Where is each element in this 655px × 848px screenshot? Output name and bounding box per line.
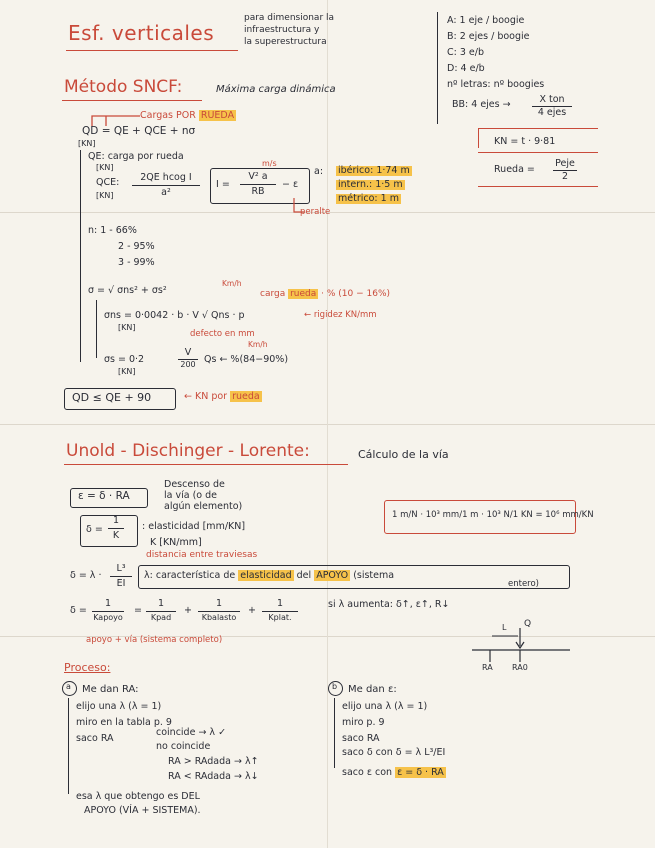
tree-line: [96, 300, 97, 358]
qd-final: QD ≤ QE + 90: [72, 391, 152, 404]
rueda-label: Rueda =: [494, 164, 535, 175]
carga-highlight: rueda: [290, 289, 317, 299]
k-unit-note: K [KN/mm]: [150, 537, 202, 548]
subbranch-a: RA > RAdada → λ↑: [168, 756, 259, 767]
fraction-bar: [262, 611, 298, 612]
unit-note: Km/h: [248, 340, 268, 349]
purpose-line: infraestructura y: [244, 25, 320, 35]
final-a: APOYO (VÍA + SISTEMA).: [84, 805, 201, 816]
inv-frac-den: Kbalasto: [201, 613, 237, 622]
title-underline: [66, 50, 238, 51]
plus-sign: +: [248, 605, 256, 616]
rigidez-note: ← rigidez KN/mm: [304, 310, 377, 320]
elasticidad-note: : elasticidad [mm/KN]: [142, 521, 246, 532]
delta-frac-num: 1: [112, 515, 120, 526]
purpose-line: para dimensionar la: [244, 13, 335, 23]
kn-conversion: KN = t · 9·81: [494, 136, 556, 147]
i-frac-num: V² a: [248, 171, 268, 182]
ss-frac-den: 200: [180, 360, 196, 369]
bogie-class: C: 3 e/b: [447, 47, 484, 58]
inv-frac-num: 1: [276, 598, 284, 609]
cargas-note: Cargas POR RUEDA: [140, 110, 235, 121]
distancia-note: distancia entre traviesas: [146, 550, 258, 560]
delta-lambda: δ = λ ·: [70, 570, 102, 581]
diagram-label: RA0: [512, 663, 528, 672]
apoyo-highlight: APOYO: [316, 570, 349, 581]
purpose-line: la superestructura: [244, 37, 327, 47]
option-a-letter: a: [66, 682, 71, 691]
option-a-header: Me dan RA:: [82, 684, 139, 695]
tree-line: [68, 698, 69, 794]
dl-frac-num: L³: [116, 563, 126, 574]
step-a: elijo una λ (λ = 1): [76, 701, 162, 712]
unit-label: [KN]: [96, 191, 114, 200]
red-rule: [478, 152, 598, 153]
sigma-ns: σns = 0·0042 · b · V √ Qns · p: [104, 310, 245, 321]
qce-frac-num: 2QE hcog I: [140, 172, 192, 183]
defecto-note: defecto en mm: [190, 329, 255, 339]
sigma-s: σs = 0·2: [104, 354, 145, 365]
inv-frac-num: 1: [157, 598, 165, 609]
delta-label: δ =: [86, 524, 103, 535]
a-value: intern.: 1·5 m: [338, 179, 403, 190]
sncf-title: Método SNCF:: [64, 77, 183, 97]
carga-note: carga rueda · % (10 − 16%): [260, 289, 391, 299]
paper-fold: [327, 0, 328, 848]
delta-frac-den: K: [112, 530, 120, 541]
header-divider: [437, 12, 438, 124]
ss-frac-num: V: [184, 347, 192, 358]
letras-note: nº letras: nº boogies: [447, 79, 545, 90]
step-a: miro en la tabla p. 9: [76, 717, 172, 728]
fraction-bar: [132, 185, 200, 186]
red-rule: [478, 186, 598, 187]
tree-line: [334, 698, 335, 768]
fraction-bar: [146, 611, 176, 612]
page-title: Esf. verticales: [68, 21, 215, 45]
e-equation: ε = δ · RA: [78, 490, 130, 502]
tree-line: [80, 150, 81, 362]
n-values: n: 1 - 66%: [88, 225, 137, 236]
fraction-bar: [108, 528, 124, 529]
final-a: esa λ que obtengo es DEL: [76, 791, 200, 802]
peralte-note: peralte: [300, 207, 331, 217]
a-value: métrico: 1 m: [338, 193, 399, 204]
step-b: saco RA: [342, 733, 380, 744]
descenso-note: la vía (o de: [164, 490, 217, 501]
fraction-bar: [92, 611, 124, 612]
lambda-definition: λ: característica de elasticidad del APOYO (sistema: [144, 570, 395, 581]
fraction-bar: [240, 184, 276, 185]
red-rule: [478, 128, 479, 148]
qce-label: QCE:: [96, 177, 120, 188]
inv-frac-num: 1: [215, 598, 223, 609]
cargas-highlight: RUEDA: [200, 110, 235, 121]
title-underline: [64, 464, 348, 465]
unold-subtitle: Cálculo de la vía: [358, 448, 449, 461]
n-values: 2 - 95%: [118, 241, 155, 252]
option-b-letter: b: [332, 682, 338, 691]
i-label: I =: [216, 179, 230, 190]
diagram-label: L: [502, 623, 507, 632]
si-aumenta-note: si λ aumenta: δ↑, ε↑, R↓: [328, 599, 450, 610]
unit-label: [KN]: [96, 163, 114, 172]
qd-note: ← KN por rueda: [184, 391, 260, 402]
diagram-label: Q: [524, 619, 532, 629]
qd-highlight: rueda: [232, 391, 260, 402]
n-values: 3 - 99%: [118, 257, 155, 268]
bb-frac-den: 4 ejes: [537, 107, 567, 118]
bogie-class: A: 1 eje / boogie: [447, 15, 525, 26]
subbranch-a: RA < RAdada → λ↓: [168, 771, 259, 782]
i-minus-e: − ε: [282, 179, 299, 190]
a-label: a:: [314, 166, 324, 177]
fraction-bar: [198, 611, 240, 612]
title-underline: [62, 100, 202, 101]
a-value: ibérico: 1·74 m: [338, 165, 410, 176]
sncf-subtitle: Máxima carga dinámica: [216, 84, 336, 95]
i-frac-den: RB: [251, 186, 265, 197]
inv-frac-num: 1: [104, 598, 112, 609]
bogie-class: B: 2 ejes / boogie: [447, 31, 530, 42]
inverse-lhs: δ =: [70, 605, 87, 616]
unold-title: Unold - Dischinger - Lorente:: [66, 441, 310, 461]
apoyo-note: apoyo + vía (sistema completo): [86, 635, 223, 645]
fraction-bar: [110, 576, 132, 577]
red-rule: [478, 128, 598, 129]
unit-label: [KN]: [118, 367, 136, 376]
unit-label: [KN]: [118, 323, 136, 332]
sigma-s-tail: Qs ← %(84−90%): [204, 354, 289, 365]
step-b-final: saco ε con ε = δ · RA: [342, 767, 444, 778]
unit-note: m/s: [262, 159, 277, 168]
dl-frac-den: EI: [116, 578, 126, 589]
step-b-delta: saco δ con δ = λ L³/EI: [342, 747, 446, 758]
diagram-label: RA: [482, 663, 493, 672]
bogie-class: D: 4 e/b: [447, 63, 485, 74]
descenso-note: algún elemento): [164, 501, 243, 512]
lambda-definition-tail: entero): [508, 579, 540, 589]
rueda-frac-num: Peje: [555, 158, 575, 169]
branch-a: no coincide: [156, 741, 211, 752]
conversion-equation: 1 m/N · 10³ mm/1 m · 10³ N/1 KN = 10⁶ mm/KN: [392, 510, 594, 520]
inv-frac-den: Kpad: [150, 613, 172, 622]
qce-frac-den: a²: [161, 187, 171, 198]
elasticidad-highlight: elasticidad: [240, 570, 292, 581]
inv-frac-den: Kapoyo: [93, 613, 123, 622]
final-highlight: ε = δ · RA: [397, 767, 444, 778]
descenso-note: Descenso de: [164, 479, 225, 490]
inv-frac-den: Kplat.: [268, 613, 292, 622]
bb-frac-num: X ton: [539, 94, 565, 105]
step-b: miro p. 9: [342, 717, 385, 728]
step-b: elijo una λ (λ = 1): [342, 701, 428, 712]
branch-a: coincide → λ ✓: [156, 727, 227, 738]
rueda-frac-den: 2: [561, 171, 569, 182]
proceso-title: Proceso:: [64, 661, 111, 674]
step-a: saco RA: [76, 733, 114, 744]
equals-sign: =: [134, 605, 142, 616]
qe-definition: QE: carga por rueda: [88, 151, 184, 162]
option-b-header: Me dan ε:: [348, 684, 397, 695]
plus-sign: +: [184, 605, 192, 616]
peralte-arrow: [290, 196, 310, 216]
unit-note: Km/h: [222, 279, 242, 288]
bb-note: BB: 4 ejes →: [452, 99, 511, 110]
sigma-equation: σ = √ σns² + σs²: [88, 285, 167, 296]
unit-label: [KN]: [78, 139, 96, 148]
qd-equation: QD = QE + QCE + nσ: [82, 125, 196, 137]
